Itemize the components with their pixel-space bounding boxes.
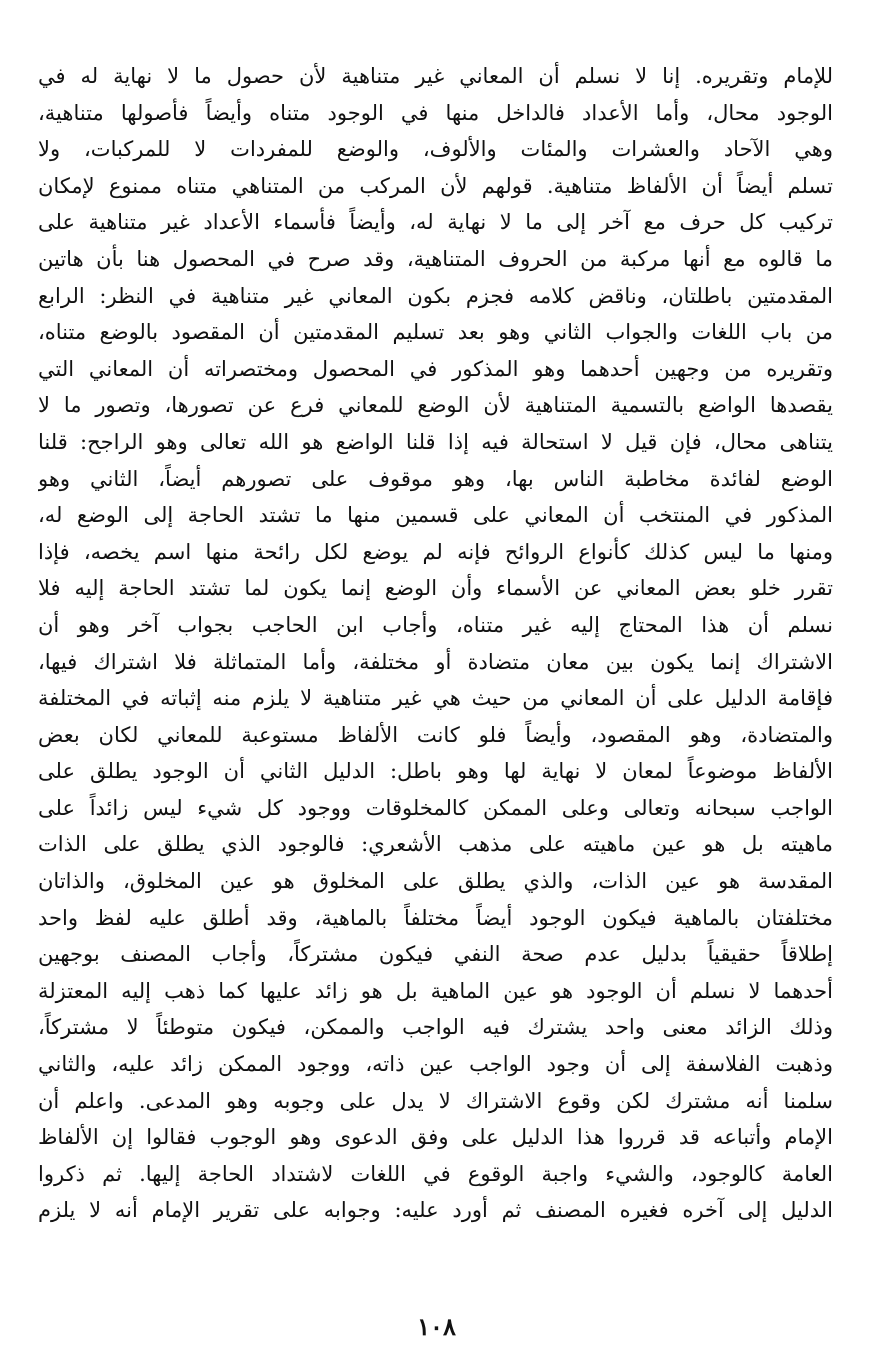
text-line: المقدمتين باطلتان، وناقض كلامه فجزم بكون المعاني غير متناهية في النظر: الرابع: [38, 283, 833, 308]
text-line: يتناهى محال، فإن قيل لا استحالة فيه إذا قلنا الواضع هو الله تعالى وهو الراجح: قلنا: [38, 429, 833, 454]
text-line: إطلاقاً حقيقياً بدليل عدم صحة النفي فيكون مشتركاً، وأجاب المصنف بوجهين: [38, 942, 833, 967]
body-text: [38, 58, 833, 1229]
text-line: مختلفتان بالماهية فيكون الوجود أيضاً مختلفاً بالماهية، وقد أطلق عليه لفظ واحد: [38, 905, 833, 930]
text-line: الواجب سبحانه وتعالى وعلى الممكن كالمخلوقات ووجود كل شيء ليس زائداً على: [38, 795, 833, 820]
text-line: من باب اللغات والجواب الثاني وهو بعد تسليم المقدمتين أن المقصود بالوضع متناه،: [38, 320, 833, 345]
text-line: فإقامة الدليل على أن المعاني من حيث هي غير متناهية لا يلزم منه إثباته في المختلفة: [38, 686, 833, 711]
text-line: يقصدها الواضع بالتسمية المتناهية لأن الوضع للمعاني فرع عن تصورها، وتصور ما لا: [38, 393, 833, 418]
text-line: المذكور في المنتخب أن المعاني على قسمين منها ما تشتد الحاجة إلى الوضع له،: [38, 503, 833, 528]
text-line: الدليل إلى آخره فغيره المصنف ثم أورد عليه: وجوابه على تقرير الإمام أنه لا يلزم: [38, 1198, 833, 1223]
text-line: الإمام وأتباعه قد قرروا هذا الدليل على وفق الدعوى وهو الوجوب فقالوا إن الألفاظ: [38, 1125, 833, 1150]
page-number: ١٠٨: [417, 1312, 456, 1341]
text-line: الوجود محال، وأما الأعداد فالداخل منها في الوجود متناه وأيضاً فأصولها متناهية،: [38, 100, 833, 125]
text-line: ما قالوه مع أنها مركبة من الحروف المتناهية، وقد صرح في المحصول هنا بأن هاتين: [38, 246, 833, 271]
text-line: الاشتراك إنما يكون بين معان متضادة أو مختلفة، وأما المتماثلة فلا اشتراك فيها،: [38, 649, 833, 674]
text-line: وذلك الزائد معنى واحد يشترك فيه الواجب والممكن، فيكون متوطئاً لا مشتركاً،: [38, 1015, 833, 1040]
text-line: العامة كالوجود، والشيء واجبة الوقوع في اللغات لاشتداد الحاجة إليها. ثم ذكروا: [38, 1161, 833, 1186]
text-line: للإمام وتقريره. إنا لا نسلم أن المعاني غير متناهية لأن حصول ما لا نهاية له في: [38, 64, 833, 88]
text-line: ومنها ما ليس كذلك كأنواع الروائح فإنه لم يوضع لكل رائحة منها اسم يخصه، فإذا: [38, 539, 833, 564]
text-line: ماهيته بل هو عين ماهيته على مذهب الأشعري: فالوجود الذي يطلق على الذات: [38, 832, 833, 857]
text-line: المقدسة هو عين الذات، والذي يطلق على المخلوق هو عين المخلوق، والذاتان: [38, 869, 833, 894]
text-line: نسلم أن هذا المحتاج إليه غير متناه، وأجاب ابن الحاجب بجواب آخر وهو أن: [38, 612, 833, 637]
text-line: وهي الآحاد والعشرات والمئات والألوف، والوضع للمفردات لا للمركبات، ولا: [38, 137, 833, 162]
text-line: سلمنا أنه مشترك لكن وقوع الاشتراك لا يدل على وجوبه وهو المدعى. واعلم أن: [38, 1088, 833, 1113]
text-line: أحدهما لا نسلم أن الوجود هو عين الماهية بل هو زائد عليها كما ذهب إليه المعتزلة: [38, 978, 833, 1003]
text-line: وذهبت الفلاسفة إلى أن وجود الواجب عين ذاته، ووجود الممكن زائد عليه، والثاني: [38, 1052, 833, 1077]
text-line: تقرر خلو بعض المعاني عن الأسماء وأن الوضع إنما يكون لما تشتد الحاجة إليه فلا: [38, 576, 833, 601]
text-line: تركيب كل حرف مع آخر إلى ما لا نهاية له، وأيضاً فأسماء الأعداد غير متناهية على: [38, 210, 833, 235]
text-line: وتقريره من وجهين أحدهما وهو المذكور في المحصول ومختصراته أن المعاني التي: [38, 356, 833, 381]
text-line: الألفاظ موضوعاً لمعان لا نهاية لها وهو باطل: الدليل الثاني أن الوجود يطلق على: [38, 759, 833, 784]
text-line: الوضع لفائدة مخاطبة الناس بها، وهو موقوف على تصورهم أيضاً، الثاني وهو: [38, 466, 833, 491]
text-line: تسلم أيضاً أن الألفاظ متناهية. قولهم لأن المركب من المتناهي متناه ممنوع لإمكان: [38, 173, 833, 198]
text-line: والمتضادة، وهو المقصود، وأيضاً فلو كانت الألفاظ مستوعبة للمعاني لكان بعض: [38, 722, 833, 747]
